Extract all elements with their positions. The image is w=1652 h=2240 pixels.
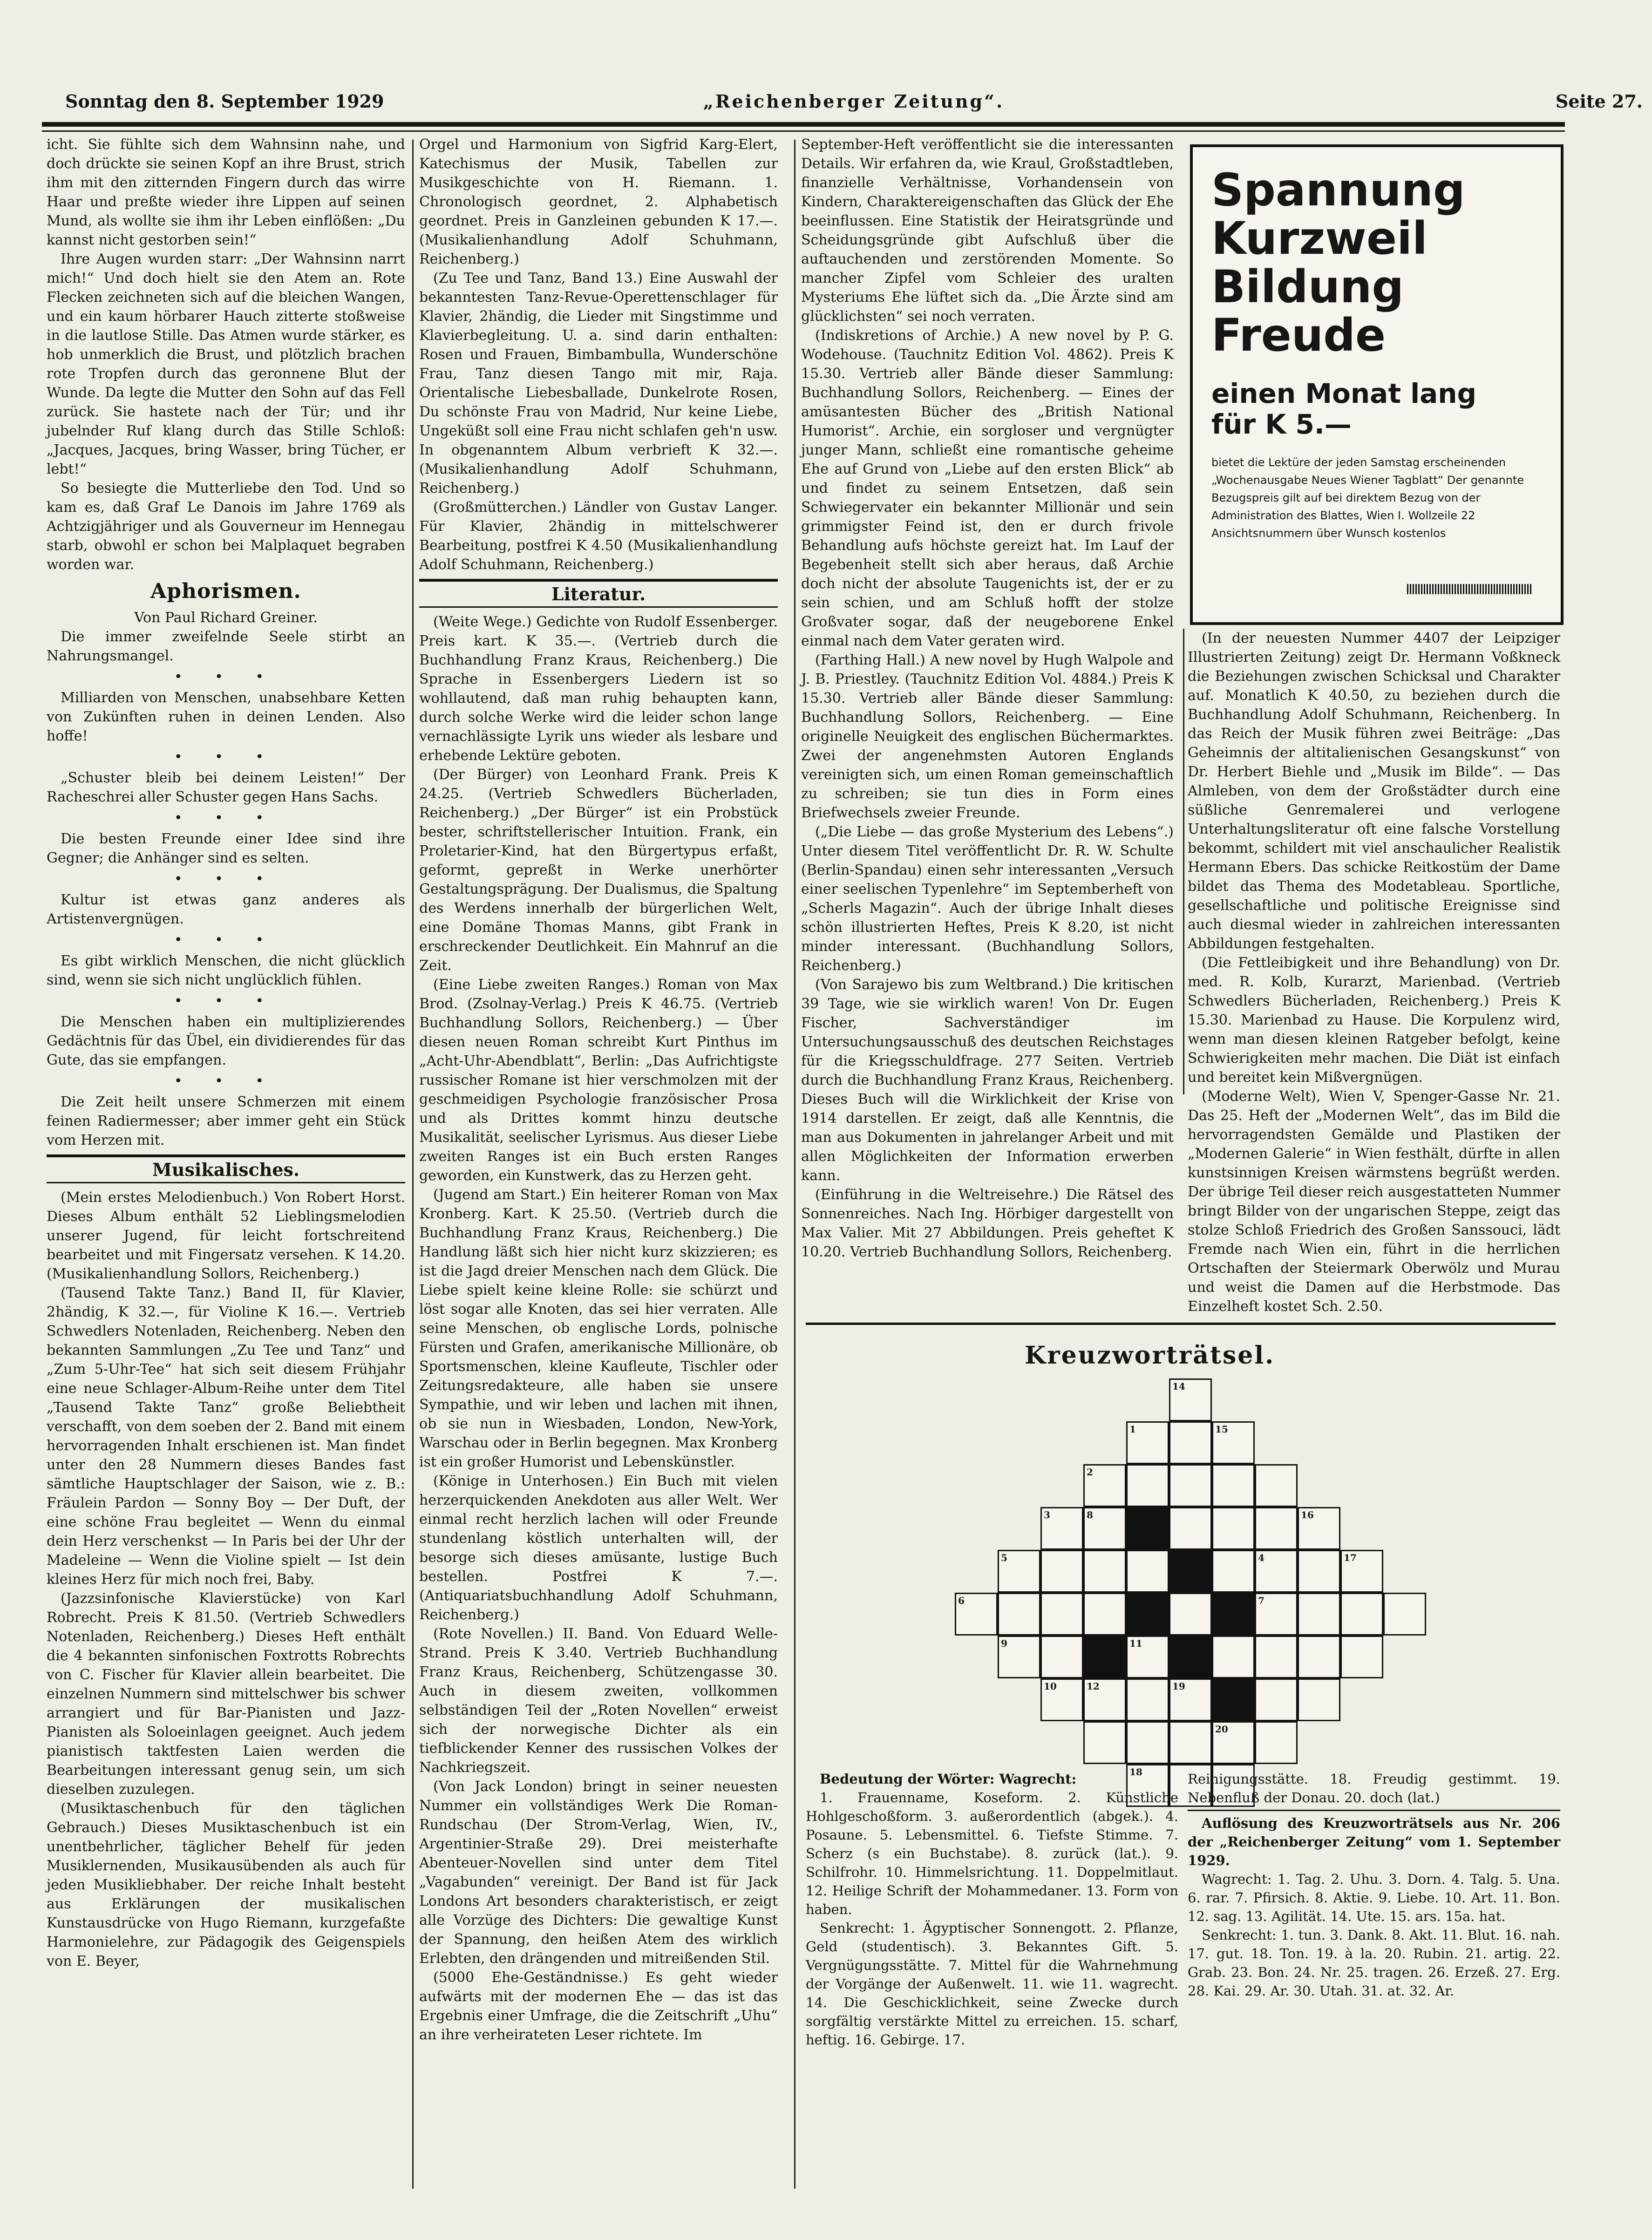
aphorism: Kultur ist etwas ganz anderes als Artistenvergnügen. <box>47 892 405 927</box>
literature-item: (Der Bürger) von Leonhard Frank. Preis K 24.25. (Vertrieb Schwedlers Bücherladen, Reichenberg.) „Der Bürger“ ist ein Probstück bester, schriftstellerischer Intuition. Frank, ein Proletarier-Kind, hat den Bürgertypus erfaßt, geformt, gepreßt in Werke unerhörter Gestaltungsprägung. Der Dualismus, die Spaltung des Werdens innerhalb der bürgerlichen Welt, eine Domäne Thomas Manns, gibt Frank in erschreckender Deutlichkeit. Ein Mahnruf an die Zeit. <box>419 767 778 974</box>
legend-across: 1. Frauenname, Koseform. 2. Künstliche Hohlgeschoßform. 3. außerordentlich (abgek.). 4. Posaune. 5. Lebensmittel. 6. Tiefste Stimme. 7. Scherz (s ein Buchstabe). 8. zurück (lat.). 9. Schilfrohr. 10. Himmelsrichtung. 11. Doppelmitlaut. 12. Heilige Schrift der Mohammedaner. 13. Form von haben. <box>806 1790 1178 1917</box>
literature-item: (Rote Novellen.) II. Band. Von Eduard Welle-Strand. Preis K 3.40. Vertrieb Buchhandlung Franz Kraus, Reichenberg, Schützengasse 30. Auch in diesem zweiten, vollkommen selbständigen Teil der „Roten Novellen“ erweist sich der norwegische Dichter als ein tiefblickender Kenner des russischen Volkes der Nachkriegszeit. <box>419 1626 778 1776</box>
aphorism: Die besten Freunde einer Idee sind ihre Gegner; die Anhänger sind es selten. <box>47 831 405 866</box>
crossword-cell <box>1255 1678 1298 1721</box>
crossword-number: 19 <box>1172 1681 1185 1692</box>
crossword-number: 12 <box>1087 1681 1100 1692</box>
crossword-cell <box>1212 1636 1255 1678</box>
crossword-cell <box>1212 1721 1255 1764</box>
crossword-cell <box>1255 1593 1298 1636</box>
separator-dots: • • • <box>174 1073 278 1089</box>
crossword-cell <box>1212 1464 1255 1507</box>
crossword-cell <box>1298 1636 1340 1678</box>
legend-lead: Bedeutung der Wörter: Wagrecht: <box>820 1771 1077 1787</box>
literature-item: („Die Liebe — das große Mysterium des Lebens“.) Unter diesem Titel veröffentlicht Dr. R. W. Schulte (Berlin-Spandau) einen sehr interessanten „Versuch einer seelischen Typenlehre“ im Septemberheft von „Scherls Magazin“. Auch der übrige Inhalt dieses schön illustrierten Heftes, Preis K 8.20, ist nicht minder interessant. (Buchhandlung Sollors, Reichenberg.) <box>801 824 1174 974</box>
crossword-cell <box>1212 1550 1255 1593</box>
magazine-item: (In der neuesten Nummer 4407 der Leipziger Illustrierten Zeitung) zeigt Dr. Hermann Voßkneck die Beziehungen zwischen Schicksal und Charakter auf. Monatlich K 40.50, zu beziehen durch die Buchhandlung Adolf Schuhmann, Reichenberg. In das Reich der Musik führen zwei Beiträge: „Das Geheimnis der altitalienischen Gesangskunst“ von Dr. Herbert Biehle und „Musik im Bilde“. — Das Almleben, von dem der Großstädter durch eine süßliche Genremalerei und verlogene Unterhaltungsliteratur oft eine falsche Vorstellung bekommt, schildert mit viel anschaulicher Realistik Hermann Ebers. Das schicke Reitkostüm der Dame bildet das Thema des Modetableau. Sportliche, gesellschaftliche und politische Ereignisse sind auch diesmal wieder in zahlreichen interessanten Abbildungen festgehalten. <box>1188 630 1560 952</box>
crossword-cell <box>998 1593 1040 1636</box>
literature-item: (Könige in Unterhosen.) Ein Buch mit vielen herzerquickenden Anekdoten aus aller Welt. Wer einmal recht herzlich lachen will oder Freunde stundenlang köstlich unterhalten will, der besorge sich dieses amüsante, lustige Buch bestellen. Postfrei K 7.—. (Antiquariatsbuchhandlung Adolf Schuhmann, Reichenberg.) <box>419 1473 778 1623</box>
story-paragraph: icht. Sie fühlte sich dem Wahnsinn nahe, und doch drückte sie seinen Kopf an ihre Brust, strich ihm mit den zitternden Fingern durch das wirre Haar und preßte wieder ihre Lippen auf seinen Mund, als wollte sie ihm ihr Leben einflößen: „Du kannst nicht gestorben sein!“ <box>47 136 405 248</box>
crossword-number: 15 <box>1215 1424 1228 1435</box>
crossword-cell <box>955 1593 998 1636</box>
crossword-cell <box>1169 1421 1212 1464</box>
separator-dots: • • • <box>174 669 278 685</box>
music-item: Orgel und Harmonium von Sigfrid Karg-Elert, Katechismus der Musik, Tabellen zur Musikgeschichte von H. Riemann. 1. Chronologisch geordnet, 2. Alphabetisch geordnet. Preis in Ganzleinen gebunden K 17.—. (Musikalienhandlung Adolf Schuhmann, Reichenberg.) <box>419 136 778 267</box>
separator-dots: • • • <box>174 871 278 887</box>
music-item: (Mein erstes Melodienbuch.) Von Robert Horst. Dieses Album enthält 52 Lieblingsmelodien unserer Jugend, für leicht fortschreitend bearbeitet und mit Fingersatz versehen. K 14.20. (Musikalienhandlung Sollors, Reichenberg.) <box>47 1189 405 1282</box>
ad-offer: einen Monat lang <box>1211 378 1477 409</box>
solution-heading: Auflösung des Kreuzworträtsels aus Nr. 206 der „Reichenberger Zeitung“ vom 1. September 1929. <box>1188 1815 1560 1868</box>
crossword-cell <box>1040 1550 1083 1593</box>
literature-heading: Literatur. <box>419 579 778 608</box>
magazine-item: (Moderne Welt), Wien V, Spenger-Gasse Nr. 21. Das 25. Heft der „Modernen Welt“, das im Bild die hervorragendsten Gemälde und Plastiken der „Modernen Galerie“ in Wien festhält, dürfte in allen kunstsinnigen Kreisen wärmstens begrüßt werden. Der übrige Teil dieser reich ausgestatteten Nummer bringt Bilder von der ungarischen Steppe, zeigt das stolze Schloß Friedrich des Großen Sanssouci, lädt Fremde nach Wien ein, führt in die herrlichen Ortschaften der Steiermark Oberwölz und Murau und weist die Damen auf die Herbstmode. Das Einzelheft kostet Sch. 2.50. <box>1188 1088 1560 1315</box>
crossword-cell <box>1340 1593 1383 1636</box>
crossword-number: 1 <box>1129 1424 1136 1435</box>
crossword-cell <box>1083 1507 1126 1550</box>
page-header <box>28 91 1643 119</box>
literature-item: (Indiskretions of Archie.) A new novel by P. G. Wodehouse. (Tauchnitz Edition Vol. 4862). Preis K 15.30. Vertrieb aller Bände dieser Sammlung: Buchhandlung Sollors, Reichenberg. — Eines der amüsantesten Bücher des „British National Humorist“. Archie, ein sorgloser und vergnügter junger Mann, schließt eine romantische geheime Ehe auf Grund von „Liebe auf den ersten Blick“ ab und findet zu seinem Entsetzen, daß sein Schwiegervater ein bekannter Millionär und sein grimmigster Feind ist, den er durch frivole Behandlung aufs höchste gereizt hat. Im Lauf der Begebenheit stellt sich aber heraus, daß Archie doch nicht der absolute Taugenichts ist, der er zu sein schien, und am Schluß hofft der stolze Großvater sogar, daß der neugeborene Enkel einmal nach dem Vater geraten wird. <box>801 327 1174 649</box>
crossword-number: 20 <box>1215 1724 1228 1735</box>
crossword-cell <box>1255 1464 1298 1507</box>
ad-price: für K 5.— <box>1211 408 1352 440</box>
crossword-cell <box>1126 1721 1169 1764</box>
literature-item: (Eine Liebe zweiten Ranges.) Roman von Max Brod. (Zsolnay-Verlag.) Preis K 46.75. (Vertrieb Buchhandlung Sollors, Reichenberg.) — Über diesen neuen Roman schreibt Kurt Pinthus im „Acht-Uhr-Abendblatt“, Berlin: „Das Aufrichtigste russischer Romane ist hier verschmolzen mit der geschmeidigen Psychologie französischer Prosa und als Drittes kommt hinzu deutsche Musikalität, seelischer Lyrismus. Aus dieser Liebe zweiten Ranges ist ein Buch ersten Ranges geworden, ein Kunstwerk, das zu Herzen geht. <box>419 977 778 1184</box>
newspaper-title: „Reichenberger Zeitung“. <box>703 91 1005 112</box>
crossword-cell <box>1083 1721 1126 1764</box>
crossword-cell <box>1126 1550 1169 1593</box>
separator-dots: • • • <box>174 749 278 765</box>
ad-line: Bildung <box>1211 261 1404 313</box>
magazine-item: (Die Fettleibigkeit und ihre Behandlung) von Dr. med. R. Kolb, Kurarzt, Marienbad. (Vertrieb Schwedlers Bücherladen, Reichenberg.) Preis K 15.30. Marienbad zu Hause. Die Korpulenz wird, wenn man diesen kleinen Ratgeber befolgt, keine Schwierigkeiten mehr machen. Die Diät ist einfach und bereitet kein Mißvergnügen. <box>1188 955 1560 1086</box>
solution-down: Senkrecht: 1. tun. 3. Dank. 8. Akt. 11. Blut. 16. nah. 17. gut. 18. Ton. 19. à la. 20. Rubin. 21. artig. 22. Grab. 23. Bon. 24. Nr. 25. tragen. 26. Erzeß. 27. Erg. 28. Kai. 29. Ar. 30. Utah. 31. at. 32. Ar. <box>1188 1927 1560 1999</box>
crossword-number: 17 <box>1344 1552 1357 1563</box>
story-paragraph: Ihre Augen wurden starr: „Der Wahnsinn narrt mich!“ Und doch hielt sie den Atem an. Rote Flecken zeichneten sich auf die bleichen Wangen, und ein kaum hörbarer Hauch zitterte stoßweise in die lautlose Stille. Das Atmen wurde stärker, es hob unmerklich die Brust, und plötzlich brachen rote Tropfen durch das geronnene Blut der Wunde. Da legte die Mutter den Sohn auf das Fell zurück. Sie hastete nach der Tür; und ihr jubelnder Ruf klang durch das Stille Schloß: „Jacques, Jacques, bring Wasser, bring Tücher, er lebt!“ <box>47 251 405 477</box>
aphorism: Die Menschen haben ein multiplizierendes Gedächtnis für das Übel, ein dividierendes für das Gute, das sie empfangen. <box>47 1014 405 1068</box>
music-item: (Tausend Takte Tanz.) Band II, für Klavier, 2händig, K 32.—, für Violine K 16.—. Vertrieb Schwedlers Notenladen, Reichenberg. Neben den bekannten Sammlungen „Zu Tee und Tanz“ und „Zum 5-Uhr-Tee“ hat sich seit diesem Frühjahr eine neue Schlager-Album-Reihe unter dem Titel „Tausend Takte Tanz“ große Beliebtheit verschafft, von dem soeben der 2. Band mit einem hervorragenden Inhalt erschienen ist. Man findet unter den 28 Nummern dieses Bandes fast sämtliche Hauptschlager der Saison, wie z. B.: Fräulein Pardon — Sonny Boy — Der Duft, der eine schöne Frau begleitet — Wenn du einmal dein Herz verschenkst — In Paris bei der Uhr der Madeleine — Wenn die Violine spielt — Ist dein kleines Herz für mich noch frei, Baby. <box>47 1285 405 1588</box>
crossword-number: 3 <box>1044 1509 1050 1520</box>
column-divider <box>412 140 414 2189</box>
crossword-number: 16 <box>1301 1509 1314 1520</box>
crossword-black-cell <box>1169 1636 1212 1678</box>
crossword-number: 7 <box>1258 1595 1264 1606</box>
crossword-cell <box>1040 1678 1083 1721</box>
column-divider <box>794 140 795 2189</box>
crossword-rule <box>806 1323 1556 1325</box>
crossword-cell <box>1083 1464 1126 1507</box>
crossword-black-cell <box>1212 1678 1255 1721</box>
crossword-cell <box>1040 1593 1083 1636</box>
column-3 <box>801 135 1174 1262</box>
literature-item: (5000 Ehe-Geständnisse.) Es geht wieder aufwärts mit der modernen Ehe — das ist das Ergebnis einer Umfrage, die die Zeitschrift „Uhu“ an ihre verheirateten Leser richtete. Im <box>419 1969 778 2043</box>
crossword-cell <box>1040 1507 1083 1550</box>
crossword-cell <box>998 1550 1040 1593</box>
page-number: Seite 27. <box>1555 91 1643 112</box>
crossword-black-cell <box>1169 1550 1212 1593</box>
aphorisms-heading: Aphorismen. <box>150 579 301 603</box>
header-rule <box>42 122 1565 127</box>
literature-item: September-Heft veröffentlicht sie die interessanten Details. Wir erfahren da, wie Kraul, Großstadtleben, finanzielle Verhältnisse, Vorhandensein von Kindern, Charaktereigenschaften das Glück der Ehe beeinflussen. Eine Statistik der Heiratsgründe und Scheidungsgründe gibt Aufschluß über die auftauchenden und zerstörenden Momente. So mancher Zipfel vom Schleier des uralten Mysteriums Ehe lüftet sich da. „Die Ärzte sind am glücklichsten“ sei noch verraten. <box>801 136 1174 325</box>
music-item: (Großmütterchen.) Ländler von Gustav Langer. Für Klavier, 2händig in mittelschwerer Bearbeitung, postfrei K 4.50 (Musikalienhandlung Adolf Schuhmann, Reichenberg.) <box>419 499 778 573</box>
crossword-number: 6 <box>958 1595 965 1606</box>
story-paragraph: So besiegte die Mutterliebe den Tod. Und so kam es, daß Graf Le Danois im Jahre 1769 als Achtzigjähriger und als Gouverneur im Hennegau starb, obwohl er schon bei Malplaquet begraben worden war. <box>47 480 405 573</box>
crossword-cell <box>1169 1721 1212 1764</box>
ad-line: Spannung <box>1211 164 1465 216</box>
aphorism: Die immer zweifelnde Seele stirbt an Nahrungsmangel. <box>47 629 405 664</box>
aphorism: Milliarden von Menschen, unabsehbare Ketten von Zukünften ruhen in deinen Lenden. Also hoffe! <box>47 690 405 744</box>
separator-dots: • • • <box>174 932 278 948</box>
literature-item: (Weite Wege.) Gedichte von Rudolf Essenberger. Preis kart. K 35.—. (Vertrieb durch die Buchhandlung Franz Kraus, Reichenberg.) Die Sprache in Essenbergers Liedern ist so wohllautend, daß man ruhig behaupten kann, durch solche Werke wird die leider schon lange vernachlässigte Lyrik uns wieder als lesbare und erhebende Lektüre geboten. <box>419 614 778 764</box>
crossword-cell <box>1169 1507 1212 1550</box>
crossword-cell <box>1126 1421 1169 1464</box>
music-heading: Musikalisches. <box>47 1154 405 1183</box>
issue-date: Sonntag den 8. September 1929 <box>65 91 384 112</box>
crossword-cell <box>1255 1507 1298 1550</box>
crossword-black-cell <box>1083 1636 1126 1678</box>
music-item: (Musiktaschenbuch für den täglichen Gebrauch.) Dieses Musiktaschenbuch ist ein unentbehrlicher, täglicher Behelf für jeden Musiklernenden, Musikausübenden als auch für jeden Musikliebhaber. Der reiche Inhalt besteht aus Erklärungen der musikalischen Kunstausdrücke von Hugo Riemann, kurzgefaßte Harmonielehre, zur Pädagogik des Geigenspiels von E. Beyer, <box>47 1800 405 1969</box>
crossword-cell <box>1298 1507 1340 1550</box>
ad-line: Kurzweil <box>1211 212 1428 265</box>
ad-line: Freude <box>1211 309 1386 361</box>
aphorism: „Schuster bleib bei deinem Leisten!“ Der Racheschrei aller Schuster gegen Hans Sachs. <box>47 770 405 805</box>
crossword-cell <box>1126 1636 1169 1678</box>
column-2 <box>419 135 778 2044</box>
crossword-cell <box>1040 1636 1083 1678</box>
crossword-solution <box>1188 1770 1560 2000</box>
crossword-number: 14 <box>1172 1381 1185 1392</box>
column-divider <box>1183 629 1184 1094</box>
legend-cont: Reinigungsstätte. 18. Freudig gestimmt. 19. Nebenfluß der Donau. 20. doch (lat.) <box>1188 1771 1560 1806</box>
crossword-number: 8 <box>1087 1509 1093 1520</box>
crossword-cell <box>1255 1636 1298 1678</box>
crossword-cell <box>1340 1550 1383 1593</box>
crossword-cell <box>1083 1550 1126 1593</box>
crossword-number: 5 <box>1001 1552 1007 1563</box>
crossword-legend <box>806 1770 1178 2049</box>
ad-small-print: bietet die Lektüre der jeden Samstag erscheinenden „Wochenausgabe Neues Wiener Tagblatt“ Der genannte Bezugspreis gilt auf bei direktem Bezug von der Administration des Blattes, Wien I. Wollzeile 22 Ansichtsnummern über Wunsch kostenlos <box>1211 456 1524 540</box>
music-item: (Zu Tee und Tanz, Band 13.) Eine Auswahl der bekanntesten Tanz-Revue-Operettenschlager für Klavier, 2händig, die Lieder mit Singstimme und Klavierbegleitung. U. a. sind darin enthalten: Rosen und Frauen, Bimbambulla, Wunderschöne Frau, Tanz diesen Tango mit mir, Raja. Orientalische Liebesballade, Dunkelrote Rosen, Du schönste Frau von Madrid, Nur keine Liebe, Ungeküßt soll eine Frau nicht schlafen geh'n usw. In obgenanntem Album verbrieft K 32.—. (Musikalienhandlung Adolf Schuhmann, Reichenberg.) <box>419 270 778 496</box>
crossword-number: 2 <box>1087 1466 1093 1478</box>
legend-down: Senkrecht: 1. Ägyptischer Sonnengott. 2. Pflanze, Geld (studentisch). 3. Bekanntes Gift. 5. Vergnügungsstätte. 7. Mittel für die Wahrnehmung der Vorgänge der Außenwelt. 11. wie 11. wagrecht. 14. Die Geschicklichkeit, seine Zwecke durch sorgfältig verstärkte Mittel zu erreichen. 15. scharf, heftig. 16. Gebirge. 17. <box>806 1920 1178 2048</box>
literature-item: (Einführung in die Weltreisehre.) Die Rätsel des Sonnenreiches. Nach Ing. Hörbiger dargestellt von Max Valier. Mit 27 Abbildungen. Preis geheftet K 10.20. Vertrieb Buchhandlung Sollors, Reichenberg. <box>801 1187 1174 1260</box>
crossword-number: 9 <box>1001 1638 1007 1649</box>
crossword-cell <box>1169 1678 1212 1721</box>
crossword-cell <box>1298 1678 1340 1721</box>
crossword-cell <box>1255 1721 1298 1764</box>
aphorisms-author: Von Paul Richard Greiner. <box>134 610 318 626</box>
ad-decorative-bar <box>1407 584 1533 594</box>
crossword-cell <box>1212 1507 1255 1550</box>
literature-item: (Farthing Hall.) A new novel by Hugh Walpole and J. B. Priestley. (Tauchnitz Edition Vol. 4884.) Preis K 15.30. Vertrieb aller Bände dieser Sammlung: Buchhandlung Sollors, Reichenberg. — Eine originelle Neuigkeit des englischen Büchermarktes. Zwei der angenehmsten Autoren Englands vereinigten sich, um einen Roman gemeinschaftlich zu schreiben; sie tun dies in Form eines Briefwechsels zweier Freunde. <box>801 652 1174 821</box>
crossword-cell <box>998 1636 1040 1678</box>
crossword-black-cell <box>1126 1507 1169 1550</box>
literature-item: (Jugend am Start.) Ein heiterer Roman von Max Kronberg. Kart. K 25.50. (Vertrieb durch die Buchhandlung Franz Kraus, Reichenberg.) Die Handlung läßt sich hier nicht kurz skizzieren; es ist die Jagd dreier Menschen nach dem Glück. Die Liebe spielt keine kleine Rolle: sie schürzt und löst sogar alle Knoten, das sei hier verraten. Alle seine Menschen, ob englische Lords, polnische Fürsten und Grafen, amerikanische Millionäre, ob Sportsmenschen, kleine Kaufleute, Tischler oder Zeitungsredakteure, alle haben sie unsere Sympathie, und wir leben und lachen mit ihnen, ob sie nun in Wiesbaden, London, New-York, Warschau oder in Berlin begegnen. Max Kronberg ist ein großer Humorist und Lebenskünstler. <box>419 1187 778 1470</box>
crossword-black-cell <box>1126 1593 1169 1636</box>
advertisement-box <box>1190 144 1564 625</box>
crossword-cell <box>1383 1593 1426 1636</box>
crossword-title: Kreuzworträtsel. <box>1025 1341 1275 1370</box>
aphorism: Es gibt wirklich Menschen, die nicht glücklich sind, wenn sie sich nicht unglücklich fühlen. <box>47 953 405 988</box>
crossword-cell <box>1169 1593 1212 1636</box>
crossword-number: 11 <box>1129 1638 1142 1649</box>
crossword-cell <box>1083 1593 1126 1636</box>
crossword-cell <box>1126 1678 1169 1721</box>
header-rule-thin <box>42 130 1565 132</box>
crossword-cell <box>1255 1550 1298 1593</box>
literature-item: (Von Sarajewo bis zum Weltbrand.) Die kritischen 39 Tage, wie sie wirklich waren! Von Dr. Eugen Fischer, Sachverständiger im Untersuchungsausschuß des deutschen Reichstages für die Kriegsschuldfrage. 277 Seiten. Vertrieb durch die Buchhandlung Franz Kraus, Reichenberg. Dieses Buch will die Wirklichkeit der Krise von 1914 darstellen. Er zeigt, daß alle Kenntnis, die man aus Dokumenten in jahrelanger Arbeit und mit allen Möglichkeiten der Information erwerben kann. <box>801 977 1174 1184</box>
column-1 <box>47 135 405 1971</box>
column-4 <box>1188 629 1560 1316</box>
crossword-cell <box>1083 1678 1126 1721</box>
solution-across: Wagrecht: 1. Tag. 2. Uhu. 3. Dorn. 4. Talg. 5. Una. 6. rar. 7. Pfirsich. 8. Aktie. 9. Liebe. 10. Art. 11. Bon. 12. sag. 13. Agilität. 14. Ute. 15. ars. 15a. hat. <box>1188 1871 1560 1924</box>
divider <box>1188 1810 1560 1811</box>
separator-dots: • • • <box>174 993 278 1009</box>
crossword-cell <box>1298 1593 1340 1636</box>
separator-dots: • • • <box>174 810 278 826</box>
crossword-cell <box>1126 1464 1169 1507</box>
crossword-cell <box>1169 1464 1212 1507</box>
crossword-cell <box>1340 1636 1383 1678</box>
music-item: (Jazzsinfonische Klavierstücke) von Karl Robrecht. Preis K 81.50. (Vertrieb Schwedlers Notenladen, Reichenberg.) Dieses Heft enthält die 4 bekannten sinfonischen Foxtrotts Robrechts von C. Fischer für Klavier allein bearbeitet. Die einzelnen Nummern sind mittelschwer bis schwer arrangiert und für Bar-Pianisten und Jazz-Pianisten als Soloeinlagen geeignet. Auch jedem pianistisch taktfesten Laien werden die Bearbeitungen interessant genug sein, um sich dieselben zuzulegen. <box>47 1590 405 1798</box>
crossword-cell <box>1212 1421 1255 1464</box>
crossword-number: 18 <box>1129 1766 1142 1778</box>
crossword-cell <box>1169 1378 1212 1421</box>
crossword-number: 4 <box>1258 1552 1264 1563</box>
crossword-cell <box>1298 1550 1340 1593</box>
literature-item: (Von Jack London) bringt in seiner neuesten Nummer ein vollständiges Werk Die Roman-Rundschau (Der Strom-Verlag, Wien, IV., Argentinier-Straße 29). Drei meisterhafte Abenteuer-Novellen sind unter dem Titel „Vagabunden“ vereinigt. Der Band ist für Jack Londons Art besonders charakteristisch, er zeigt alle Vorzüge des Dichters: Die gewaltige Kunst der Spannung, den heißen Atem des wirklich Erlebten, den drängenden und mitreißenden Stil. <box>419 1778 778 1967</box>
crossword-number: 10 <box>1044 1681 1057 1692</box>
crossword-black-cell <box>1212 1593 1255 1636</box>
aphorism: Die Zeit heilt unsere Schmerzen mit einem feinen Radiermesser; aber immer geht ein Stück vom Herzen mit. <box>47 1094 405 1148</box>
